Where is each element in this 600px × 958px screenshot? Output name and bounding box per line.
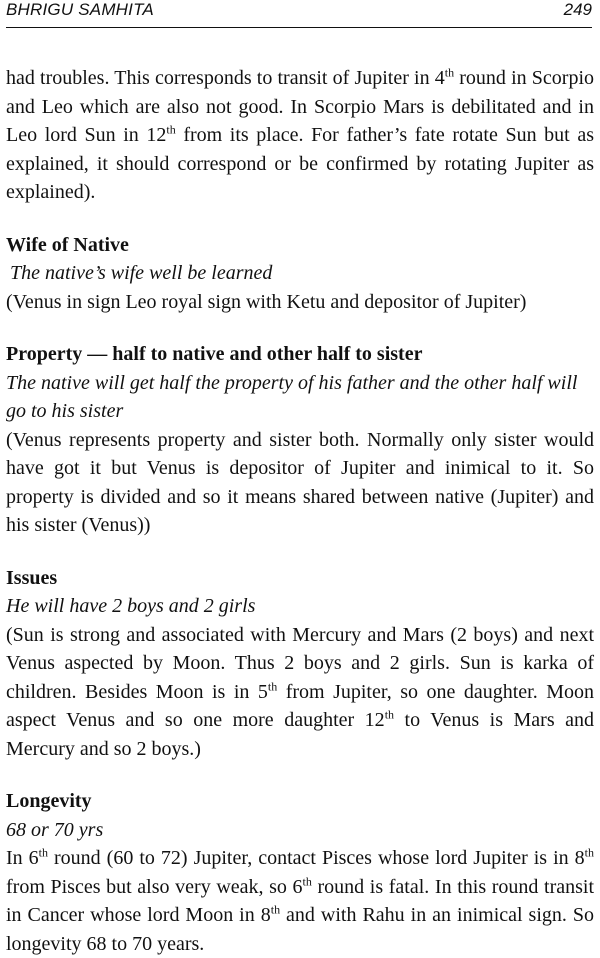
intro-line-2: Scorpio and Leo which are also not good. In Scorpio Mars is (6, 67, 594, 118)
section-heading-issues: Issues (6, 566, 58, 589)
section-note-longevity (6, 844, 594, 958)
issues-note-part-1: (Sun is strong and associated with Mercury and Mars (2 boys) and next Venus aspected by Moon. Thus 2 boys and 2 girls. Sun is karka of children. Besides Moon is in 5 (6, 623, 594, 703)
superscript: th (384, 707, 395, 722)
section-quote-longevity: 68 or 70 yrs (6, 818, 104, 841)
intro-line-1-end: round in (454, 67, 527, 89)
longevity-part-d: round is fatal. In this round transit in Cancer whose lord Moon in 8 (6, 875, 594, 926)
intro-line-4: fate rotate Sun but as explained, it should correspond or be (6, 124, 594, 175)
running-header (6, 0, 592, 28)
section-note-property: (Venus represents property and sister both. Normally only sister would have got it but Venus is depositor of Jupiter and inimical to it. So property is divided and so it means shared between native (Jupiter) and his sister (Venus)) (6, 428, 594, 536)
section-quote-property: The native will get half the property of his father and the other half will go to his sister (6, 371, 578, 422)
issues-note-part-2: from Jupiter, so one daughter. Moon aspect Venus and so one more daughter 12 (6, 680, 594, 731)
section-quote-issues: He will have 2 boys and 2 girls (6, 595, 256, 617)
longevity-part-e: and with Rahu in an inimical sign. So longevity 68 to 70 years. (6, 904, 594, 955)
superscript: th (444, 65, 455, 80)
section-note-wife: (Venus in sign Leo royal sign with Ketu and depositor of Jupiter) (6, 290, 527, 313)
superscript: th (267, 678, 278, 693)
page-number: 249 (563, 0, 592, 19)
section-heading-longevity: Longevity (6, 790, 92, 812)
section-heading-property: Property — half to native and other half to sister (6, 343, 423, 365)
page-body (6, 64, 594, 958)
intro-line-3a: debilitated and in Leo lord Sun in 12 (6, 95, 594, 146)
book-title: BHRIGU SAMHITA (6, 0, 154, 19)
longevity-part-b: round (60 to 72) Jupiter, contact Pisces whose lord Jupiter is in 8 (48, 847, 585, 869)
section-heading-wife: Wife of Native (6, 233, 129, 256)
issues-note-part-3: to Venus is Mars and Mercury and so 2 boys.) (6, 709, 594, 760)
superscript: th (584, 845, 594, 860)
superscript: th (302, 873, 312, 888)
superscript: th (38, 845, 49, 860)
longevity-part-a: In 6 (6, 847, 39, 869)
intro-line-3b: from its place. For father’s (175, 124, 408, 146)
section-note-issues (6, 621, 594, 764)
intro-paragraph (6, 64, 594, 207)
header-rule (6, 27, 592, 28)
intro-line-1: had troubles. This corresponds to transit of Jupiter in 4 (6, 67, 445, 89)
superscript: th (270, 902, 281, 917)
intro-line-5: confirmed by rotating Jupiter as explained). (6, 152, 594, 203)
section-quote-wife: The native’s wife well be learned (10, 262, 273, 284)
longevity-part-c: from Pisces but also very weak, so 6 (6, 875, 303, 898)
superscript: th (166, 122, 176, 137)
